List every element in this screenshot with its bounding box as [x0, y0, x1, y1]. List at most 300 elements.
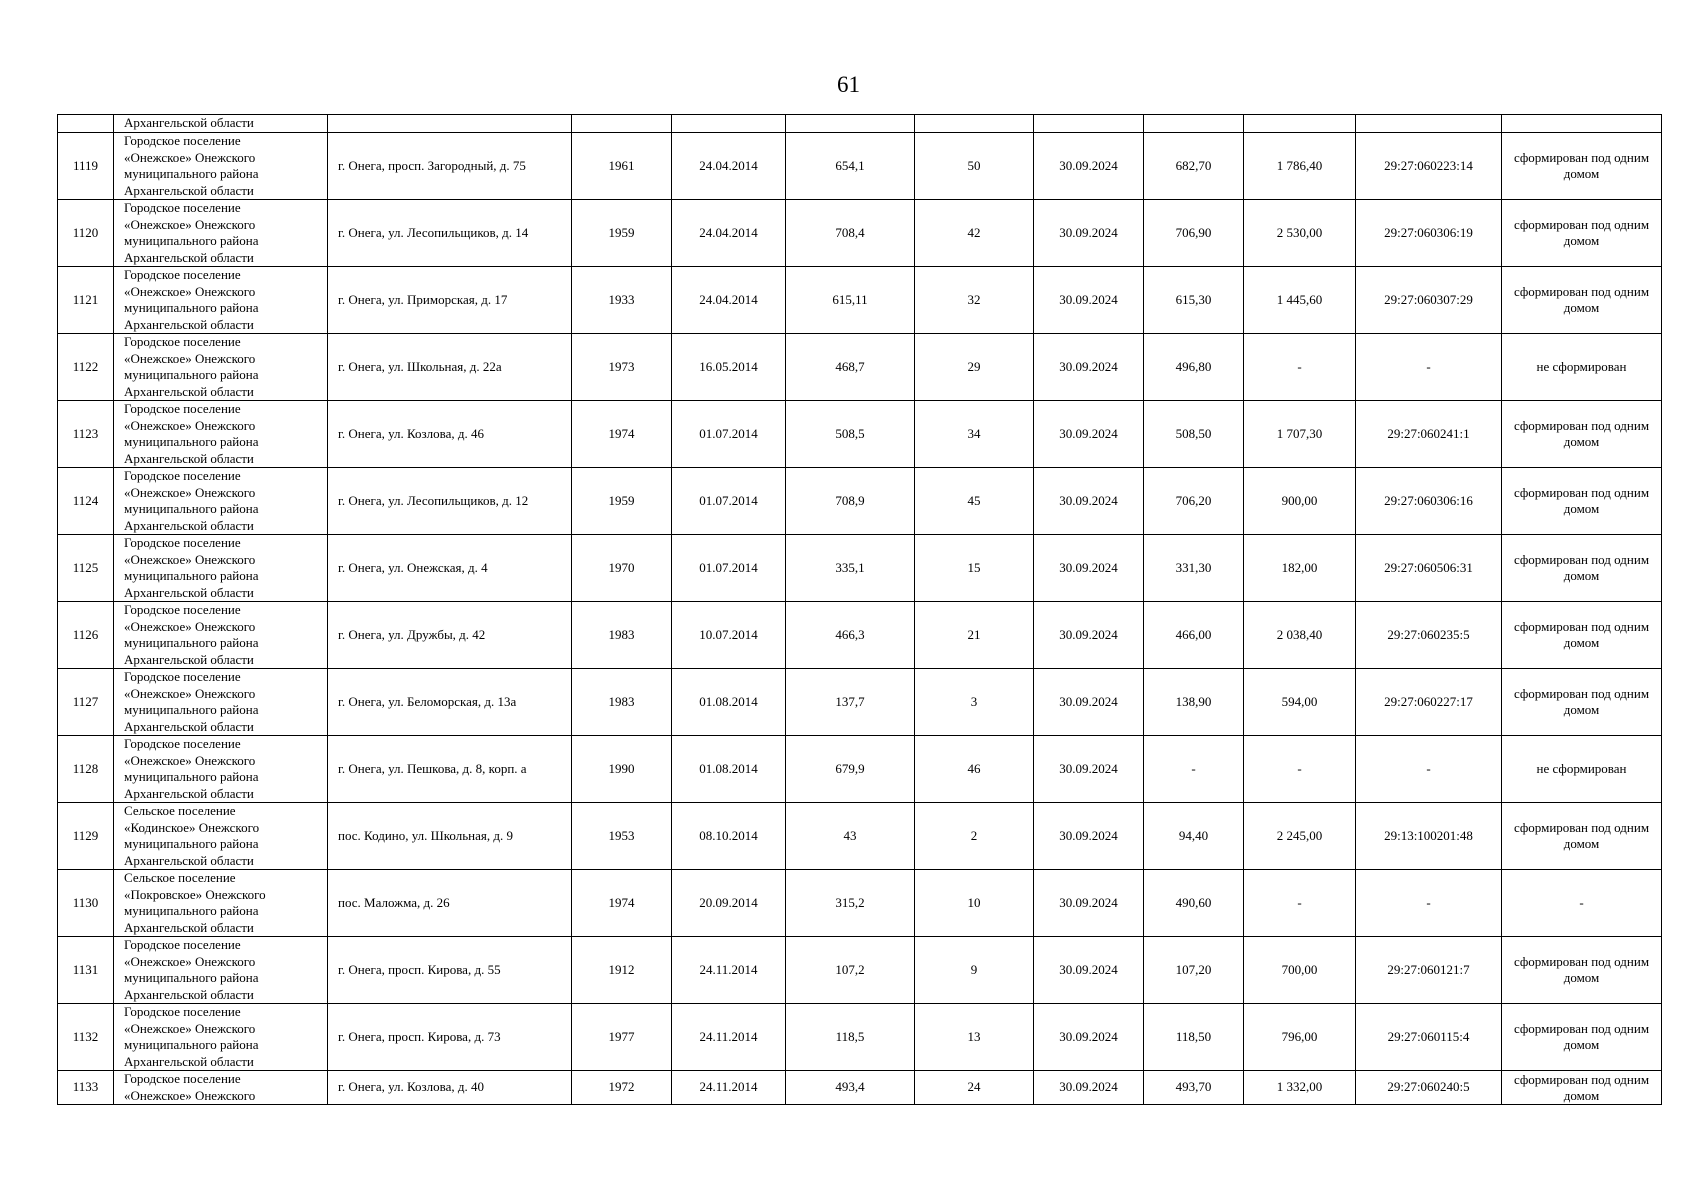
cell-status-text: не сформирован: [1536, 359, 1627, 374]
cell-deadline: [1034, 468, 1144, 535]
cell-cadastral-text: 29:27:060307:29: [1384, 291, 1473, 307]
cell-area: [786, 535, 915, 602]
cell-num: [58, 736, 114, 803]
cell-land-area: [1244, 736, 1356, 803]
cell-area: [786, 200, 915, 267]
cell-residents-text: 2: [970, 827, 978, 843]
cell-year: [572, 115, 672, 133]
cell-date-text: 24.11.2014: [699, 1028, 758, 1044]
cell-date: [672, 468, 786, 535]
cell-residents: [915, 937, 1034, 1004]
cell-area-text: 43: [843, 827, 857, 843]
cell-area2-text: 615,30: [1175, 291, 1212, 307]
cell-area-text: 654,1: [835, 157, 865, 173]
cell-municipality: [114, 1071, 328, 1105]
cell-status: [1502, 870, 1662, 937]
cell-area: [786, 401, 915, 468]
cell-land-area: [1244, 669, 1356, 736]
cell-year-text: 1970: [608, 559, 635, 575]
cell-cadastral-text: 29:27:060506:31: [1384, 559, 1473, 575]
cell-municipality: [114, 267, 328, 334]
cell-deadline-text: 30.09.2024: [1059, 425, 1118, 441]
cell-cadastral: [1356, 937, 1502, 1004]
table-row: [58, 200, 1662, 267]
cell-num: [58, 334, 114, 401]
cell-deadline: [1034, 401, 1144, 468]
cell-cadastral: [1356, 870, 1502, 937]
cell-deadline: [1034, 1004, 1144, 1071]
cell-area2-text: 94,40: [1178, 827, 1209, 843]
cell-cadastral: [1356, 535, 1502, 602]
table-row: [58, 334, 1662, 401]
cell-address-text: г. Онега, просп. Загородный, д. 75: [338, 157, 526, 173]
cell-date: [672, 401, 786, 468]
cell-date: [672, 267, 786, 334]
cell-status-text: сформирован под одним домом: [1513, 217, 1650, 248]
cell-date: [672, 736, 786, 803]
cell-area2: [1144, 870, 1244, 937]
cell-num: [58, 602, 114, 669]
cell-address-text: г. Онега, ул. Козлова, д. 46: [338, 425, 484, 441]
cell-status: [1502, 133, 1662, 200]
table-row: [58, 669, 1662, 736]
cell-year: [572, 133, 672, 200]
cell-num: [58, 803, 114, 870]
cell-date-text: 01.07.2014: [699, 492, 758, 508]
cell-land-area-text: -: [1297, 894, 1302, 910]
cell-status-text: сформирован под одним домом: [1513, 1021, 1650, 1052]
cell-address-text: пос. Маложма, д. 26: [338, 894, 450, 910]
cell-num-text: 1129: [72, 827, 99, 843]
cell-area: [786, 267, 915, 334]
cell-status-text: сформирован под одним домом: [1513, 1071, 1650, 1103]
cell-land-area: [1244, 115, 1356, 133]
cell-cadastral-text: 29:27:060223:14: [1384, 157, 1473, 173]
table-row: [58, 468, 1662, 535]
cell-cadastral: [1356, 401, 1502, 468]
cell-year-text: 1983: [608, 693, 635, 709]
cell-cadastral: [1356, 736, 1502, 803]
cell-municipality: [114, 870, 328, 937]
cell-area2: [1144, 669, 1244, 736]
cell-land-area-text: 2 530,00: [1276, 224, 1323, 240]
cell-num: [58, 267, 114, 334]
cell-residents: [915, 334, 1034, 401]
cell-area-text: 493,4: [835, 1079, 865, 1095]
cell-residents-text: 32: [967, 291, 981, 307]
cell-address-text: г. Онега, ул. Школьная, д. 22а: [338, 358, 502, 374]
cell-year: [572, 736, 672, 803]
cell-date: [672, 200, 786, 267]
cell-residents: [915, 535, 1034, 602]
cell-residents: [915, 870, 1034, 937]
cell-deadline: [1034, 669, 1144, 736]
cell-cadastral: [1356, 602, 1502, 669]
cell-date: [672, 115, 786, 133]
cell-num-text: 1121: [72, 291, 99, 307]
cell-area-text: 615,11: [832, 291, 868, 307]
cell-municipality-text: Городское поселение «Онежское» Онежского муниципального района Архангельской области: [124, 401, 259, 466]
cell-residents-text: 45: [967, 492, 981, 508]
cell-land-area: [1244, 602, 1356, 669]
cell-residents: [915, 803, 1034, 870]
cell-status: [1502, 669, 1662, 736]
cell-cadastral-text: 29:27:060241:1: [1387, 425, 1470, 441]
cell-area-text: 137,7: [835, 693, 865, 709]
cell-date: [672, 937, 786, 1004]
cell-num-text: 1128: [72, 760, 99, 776]
cell-date-text: 01.07.2014: [699, 425, 758, 441]
cell-area2-text: 490,60: [1175, 894, 1212, 910]
cell-num-text: 1132: [72, 1028, 99, 1044]
cell-area2-text: 466,00: [1175, 626, 1212, 642]
table-row: [58, 1071, 1662, 1105]
cell-deadline: [1034, 736, 1144, 803]
cell-date-text: 01.07.2014: [699, 559, 758, 575]
cell-address-text: г. Онега, просп. Кирова, д. 55: [338, 961, 501, 977]
cell-municipality: Архангельской области: [114, 115, 328, 133]
cell-cadastral-text: 29:27:060240:5: [1387, 1079, 1470, 1095]
cell-area-text: 107,2: [835, 961, 865, 977]
cell-land-area: [1244, 200, 1356, 267]
cell-area-text: 508,5: [835, 425, 865, 441]
cell-area-text: 708,4: [835, 224, 865, 240]
table-row: [58, 133, 1662, 200]
cell-land-area-text: 700,00: [1281, 961, 1318, 977]
cell-num: [58, 870, 114, 937]
cell-municipality-text: Сельское поселение «Кодинское» Онежского муниципального района Архангельской области: [124, 803, 260, 868]
cell-year-text: 1990: [608, 760, 635, 776]
cell-num: [58, 669, 114, 736]
cell-municipality: [114, 200, 328, 267]
cell-address: [328, 937, 572, 1004]
cell-area2: [1144, 1071, 1244, 1105]
cell-cadastral: [1356, 468, 1502, 535]
cell-land-area-text: 1 445,60: [1276, 291, 1323, 307]
cell-date-text: 01.08.2014: [699, 693, 758, 709]
cell-deadline: [1034, 535, 1144, 602]
cell-num-text: 1119: [72, 157, 99, 173]
cell-year-text: 1912: [608, 961, 635, 977]
cell-year-text: 1977: [608, 1028, 635, 1044]
table-row: [58, 535, 1662, 602]
cell-address: [328, 669, 572, 736]
cell-land-area: [1244, 535, 1356, 602]
cell-land-area-text: 2 245,00: [1276, 827, 1323, 843]
cell-date: [672, 602, 786, 669]
cell-residents-text: 50: [967, 157, 981, 173]
cell-area2: [1144, 115, 1244, 133]
cell-area-text: 335,1: [835, 559, 865, 575]
cell-status: [1502, 1004, 1662, 1071]
cell-address-text: г. Онега, ул. Онежская, д. 4: [338, 559, 488, 575]
cell-area-text: 468,7: [835, 358, 865, 374]
cell-year-text: 1959: [608, 492, 635, 508]
cell-area: [786, 736, 915, 803]
cell-address-text: г. Онега, ул. Козлова, д. 40: [338, 1079, 484, 1095]
cell-year-text: 1933: [608, 291, 635, 307]
cell-year: [572, 1004, 672, 1071]
cell-cadastral-text: 29:27:060227:17: [1384, 693, 1473, 709]
cell-year: [572, 200, 672, 267]
cell-area: [786, 870, 915, 937]
cell-residents: [915, 1071, 1034, 1105]
cell-address-text: г. Онега, просп. Кирова, д. 73: [338, 1028, 501, 1044]
cell-address: [328, 870, 572, 937]
cell-deadline: [1034, 1071, 1144, 1105]
cell-area2: [1144, 334, 1244, 401]
cell-date-text: 24.11.2014: [699, 1079, 758, 1095]
cell-area: [786, 602, 915, 669]
cell-municipality: [114, 669, 328, 736]
cell-status: [1502, 200, 1662, 267]
cell-residents: [915, 200, 1034, 267]
cell-num-text: 1122: [72, 358, 99, 374]
cell-address: [328, 200, 572, 267]
cell-deadline: [1034, 334, 1144, 401]
cell-status-text: сформирован под одним домом: [1513, 619, 1650, 650]
table-row: [58, 937, 1662, 1004]
cell-year: [572, 937, 672, 1004]
cell-status-text: сформирован под одним домом: [1513, 686, 1650, 717]
cell-deadline: [1034, 602, 1144, 669]
cell-cadastral-text: 29:27:060306:16: [1384, 492, 1473, 508]
cell-residents-text: 46: [967, 760, 981, 776]
cell-address-text: пос. Кодино, ул. Школьная, д. 9: [338, 827, 513, 843]
cell-cadastral: [1356, 334, 1502, 401]
cell-cadastral: [1356, 669, 1502, 736]
cell-area2-text: 107,20: [1175, 961, 1212, 977]
cell-date: [672, 535, 786, 602]
cell-municipality-text: Городское поселение «Онежское» Онежского муниципального района Архангельской области: [124, 669, 259, 734]
cell-deadline-text: 30.09.2024: [1059, 358, 1118, 374]
cell-year: [572, 870, 672, 937]
cell-status-text: сформирован под одним домом: [1513, 485, 1650, 516]
cell-num-text: 1130: [72, 894, 99, 910]
cell-municipality-text: Сельское поселение «Покровское» Онежского муниципального района Архангельской области: [124, 870, 266, 935]
cell-year: [572, 535, 672, 602]
cell-area-text: 315,2: [835, 894, 865, 910]
cell-status-text: сформирован под одним домом: [1513, 150, 1650, 181]
cell-area2: [1144, 200, 1244, 267]
cell-area-text: 708,9: [835, 492, 865, 508]
cell-year-text: 1959: [608, 224, 635, 240]
cell-area2-text: 138,90: [1175, 693, 1212, 709]
cell-cadastral: [1356, 133, 1502, 200]
cell-land-area-text: 182,00: [1281, 559, 1318, 575]
cell-land-area-text: -: [1297, 760, 1302, 776]
cell-num-text: 1127: [72, 693, 99, 709]
cell-date-text: 16.05.2014: [699, 358, 758, 374]
cell-residents-text: 42: [967, 224, 981, 240]
cell-residents-text: 24: [967, 1079, 981, 1095]
cell-area: [786, 334, 915, 401]
cell-status: [1502, 1071, 1662, 1105]
cell-residents: [915, 1004, 1034, 1071]
cell-land-area-text: 2 038,40: [1276, 626, 1323, 642]
table-row: [58, 736, 1662, 803]
cell-date-text: 24.04.2014: [699, 224, 758, 240]
cell-num: [58, 1004, 114, 1071]
cell-status: [1502, 535, 1662, 602]
cell-cadastral: [1356, 267, 1502, 334]
cell-land-area: [1244, 870, 1356, 937]
cell-municipality: [114, 602, 328, 669]
cell-deadline-text: 30.09.2024: [1059, 157, 1118, 173]
cell-deadline-text: 30.09.2024: [1059, 291, 1118, 307]
cell-year-text: 1974: [608, 425, 635, 441]
cell-date: [672, 1071, 786, 1105]
cell-num: [58, 937, 114, 1004]
cell-year-text: 1953: [608, 827, 635, 843]
cell-area2: [1144, 1004, 1244, 1071]
cell-municipality: [114, 803, 328, 870]
cell-residents: [915, 133, 1034, 200]
cell-num: [58, 200, 114, 267]
cell-land-area: [1244, 937, 1356, 1004]
cell-municipality-text: Городское поселение «Онежское» Онежского муниципального района Архангельской области: [124, 267, 259, 332]
cell-date: [672, 133, 786, 200]
cell-area2: [1144, 803, 1244, 870]
cell-land-area: [1244, 334, 1356, 401]
cell-municipality: [114, 736, 328, 803]
cell-num-text: 1123: [72, 425, 99, 441]
cell-address: [328, 267, 572, 334]
cell-area-text: 118,5: [835, 1028, 865, 1044]
cell-address: [328, 803, 572, 870]
cell-status-text: сформирован под одним домом: [1513, 820, 1650, 851]
cell-address-text: г. Онега, ул. Беломорская, д. 13а: [338, 693, 517, 709]
cell-residents-text: 29: [967, 358, 981, 374]
cell-cadastral: [1356, 1071, 1502, 1105]
cell-address: [328, 468, 572, 535]
cell-area2-text: 118,50: [1175, 1028, 1212, 1044]
cell-municipality: [114, 468, 328, 535]
cell-deadline-text: 30.09.2024: [1059, 894, 1118, 910]
cell-land-area-text: 1 332,00: [1276, 1079, 1323, 1095]
cell-area2: [1144, 401, 1244, 468]
cell-status: [1502, 736, 1662, 803]
cell-residents-text: 34: [967, 425, 981, 441]
cell-municipality: [114, 937, 328, 1004]
cell-land-area-text: 1 707,30: [1276, 425, 1323, 441]
cell-municipality-text: Городское поселение «Онежское» Онежского муниципального района Архангельской области: [124, 937, 259, 1002]
cell-residents-text: 10: [967, 894, 981, 910]
cell-year: [572, 669, 672, 736]
cell-area2-text: 331,30: [1175, 559, 1212, 575]
cell-status: [1502, 267, 1662, 334]
page-number: 61: [837, 72, 860, 97]
cell-area2: [1144, 535, 1244, 602]
cell-cadastral-text: -: [1426, 760, 1431, 776]
cell-date: [672, 334, 786, 401]
cell-land-area-text: 594,00: [1281, 693, 1318, 709]
cell-municipality-text: Городское поселение «Онежское» Онежского муниципального района Архангельской области: [124, 1004, 259, 1069]
cell-residents-text: 13: [967, 1028, 981, 1044]
cell-num-text: 1133: [72, 1079, 99, 1095]
cell-num: [58, 133, 114, 200]
cell-cadastral: [1356, 200, 1502, 267]
cell-residents: [915, 115, 1034, 133]
cell-deadline-text: 30.09.2024: [1059, 224, 1118, 240]
cell-area2: [1144, 133, 1244, 200]
table-row: [58, 870, 1662, 937]
cell-date-text: 08.10.2014: [699, 827, 758, 843]
cell-residents: [915, 401, 1034, 468]
cell-land-area: [1244, 267, 1356, 334]
cell-area: [786, 115, 915, 133]
cell-date: [672, 803, 786, 870]
cell-date: [672, 870, 786, 937]
cell-municipality: [114, 334, 328, 401]
cell-year-text: 1961: [608, 157, 635, 173]
cell-land-area: [1244, 468, 1356, 535]
cell-status: [1502, 334, 1662, 401]
cell-area: [786, 133, 915, 200]
cell-deadline-text: 30.09.2024: [1059, 693, 1118, 709]
table-row: [58, 1004, 1662, 1071]
cell-address-text: г. Онега, ул. Лесопильщиков, д. 14: [338, 224, 529, 240]
cell-residents: [915, 602, 1034, 669]
cell-address: [328, 736, 572, 803]
cell-residents: [915, 736, 1034, 803]
cell-year-text: 1973: [608, 358, 635, 374]
cell-area2: [1144, 937, 1244, 1004]
cell-residents-text: 15: [967, 559, 981, 575]
cell-area-text: 466,3: [835, 626, 865, 642]
cell-status: [1502, 468, 1662, 535]
cell-residents: [915, 267, 1034, 334]
cell-area: [786, 1004, 915, 1071]
table-row: [58, 401, 1662, 468]
cell-status-text: не сформирован: [1536, 761, 1627, 776]
cell-area2-text: 493,70: [1175, 1079, 1212, 1095]
cell-year: [572, 1071, 672, 1105]
table-row-continuation: [58, 115, 1662, 133]
cell-address: [328, 115, 572, 133]
cell-year-text: 1974: [608, 894, 635, 910]
cell-status: [1502, 602, 1662, 669]
cell-year: [572, 401, 672, 468]
cell-status: [1502, 401, 1662, 468]
cell-deadline-text: 30.09.2024: [1059, 760, 1118, 776]
cell-area2-text: 496,80: [1175, 358, 1212, 374]
cell-cadastral-text: 29:27:060306:19: [1384, 224, 1473, 240]
cell-deadline-text: 30.09.2024: [1059, 1028, 1118, 1044]
cell-cadastral: [1356, 115, 1502, 133]
cell-status-text: сформирован под одним домом: [1513, 954, 1650, 985]
cell-municipality-text: Городское поселение «Онежское» Онежского муниципального района Архангельской области: [124, 602, 259, 667]
cell-area2-text: -: [1191, 760, 1196, 776]
cell-deadline-text: 30.09.2024: [1059, 827, 1118, 843]
cell-deadline: [1034, 267, 1144, 334]
cell-area: [786, 1071, 915, 1105]
cell-municipality-text: Городское поселение «Онежское» Онежского муниципального района Архангельской области: [124, 334, 259, 399]
cell-area2-text: 508,50: [1175, 425, 1212, 441]
cell-status: [1502, 115, 1662, 133]
cell-municipality: [114, 1004, 328, 1071]
cell-address: [328, 535, 572, 602]
cell-address-text: г. Онега, ул. Дружбы, д. 42: [338, 626, 486, 642]
cell-date: [672, 1004, 786, 1071]
cell-land-area: [1244, 1071, 1356, 1105]
cell-cadastral-text: 29:27:060115:4: [1387, 1028, 1470, 1044]
cell-cadastral-text: 29:27:060121:7: [1387, 961, 1470, 977]
table-row: [58, 267, 1662, 334]
cell-address: [328, 1004, 572, 1071]
cell-status: [1502, 803, 1662, 870]
cell-address: [328, 133, 572, 200]
